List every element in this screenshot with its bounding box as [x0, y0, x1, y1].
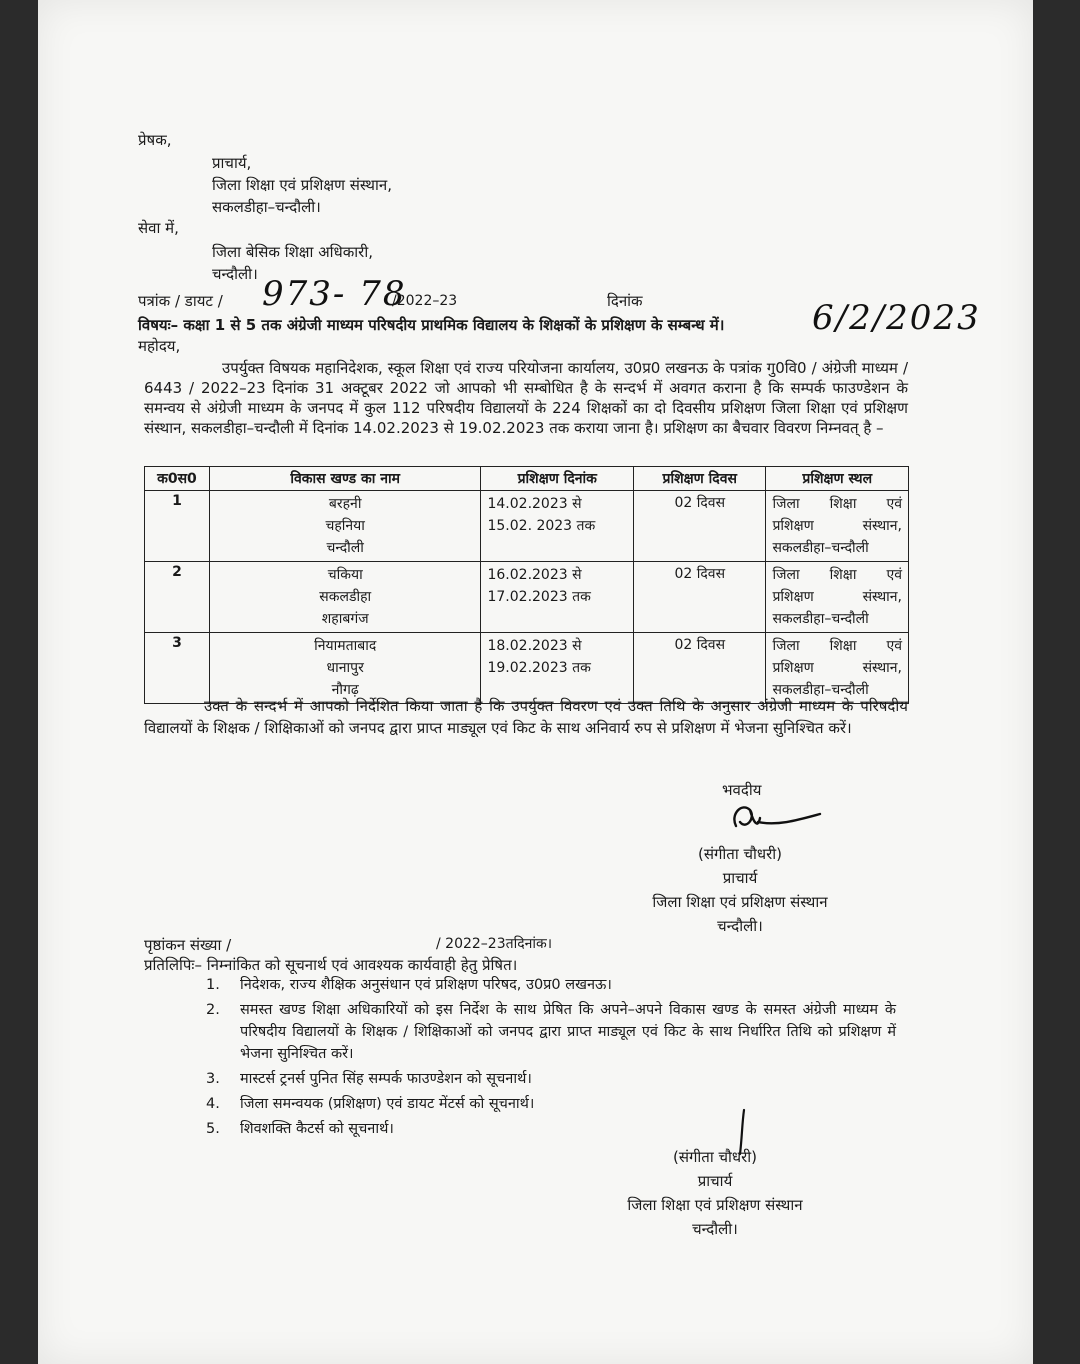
recipient-line-1: जिला बेसिक शिक्षा अधिकारी,	[212, 243, 373, 261]
signatory-org: जिला शिक्षा एवं प्रशिक्षण संस्थान	[652, 893, 828, 911]
list-item-text: निदेशक, राज्य शैक्षिक अनुसंधान एवं प्रशिक्षण परिषद, उ0प्र0 लखनऊ।	[240, 977, 612, 993]
table-header-row	[145, 467, 909, 491]
venue-line: सकलडीहा–चन्दौली	[772, 540, 869, 556]
signatory-org: जिला शिक्षा एवं प्रशिक्षण संस्थान	[627, 1196, 803, 1214]
recipient-line-2: चन्दौली।	[212, 265, 258, 283]
header-training-date: प्रशिक्षण दिनांक	[481, 467, 634, 491]
header-training-venue: प्रशिक्षण स्थल	[766, 467, 909, 491]
signature2-block	[615, 1145, 815, 1241]
row-serial: 1	[145, 491, 210, 562]
row-venue	[766, 633, 909, 704]
list-item	[206, 1093, 896, 1115]
block-name: नियामताबाद	[314, 638, 377, 654]
row-dates: 18.02.2023 से 19.02.2023 तक	[481, 633, 634, 704]
endorsement-number-label: पृष्ठांकन संख्या /	[144, 936, 232, 954]
signature1-block	[640, 842, 840, 938]
sender-label: प्रेषक,	[138, 131, 172, 149]
venue-line: प्रशिक्षण संस्थान,	[772, 660, 902, 676]
block-name: धानापुर	[326, 660, 364, 676]
list-item	[206, 1118, 896, 1140]
instruction-paragraph: उक्त के सन्दर्भ में आपको निर्देशित किया जाता है कि उपर्युक्त विवरण एवं उक्त तिथि के अनुसार अंग्रेजी माध्यम के परिषदीय विद्यालयों के शिक्षक / शिक्षिकाओं को जनपद द्वारा प्राप्त माड्यूल एवं किट के साथ अनिवार्य रुप से प्रशिक्षण में भेजना सुनिश्चित करें।	[144, 697, 908, 737]
training-schedule-table	[144, 466, 909, 704]
signatory-name: (संगीता चौधरी)	[697, 845, 783, 863]
date-label: दिनांक	[607, 292, 643, 310]
row-dates: 14.02.2023 से 15.02. 2023 तक	[481, 491, 634, 562]
block-name: चन्दौली	[326, 540, 364, 556]
block-name: शहाबगंज	[321, 611, 369, 627]
list-item-number: 2.	[206, 1002, 220, 1018]
list-item-number: 1.	[206, 977, 220, 993]
copy-intro: प्रतिलिपिः– निम्नांकित को सूचनार्थ एवं आवश्यक कार्यवाही हेतु प्रेषित।	[144, 956, 518, 974]
signatory-designation: प्राचार्य	[722, 869, 758, 887]
venue-line: जिला शिक्षा एवं	[772, 567, 902, 583]
signatory-name: (संगीता चौधरी)	[672, 1148, 758, 1166]
block-name: सकलडीहा	[319, 589, 372, 605]
list-item-text: मास्टर्स ट्रनर्स पुनित सिंह सम्पर्क फाउण्डेशन को सूचनार्थ।	[240, 1071, 532, 1087]
signatory-place: चन्दौली।	[717, 917, 763, 935]
row-days: 02 दिवस	[634, 562, 766, 633]
sender-line-2: जिला शिक्षा एवं प्रशिक्षण संस्थान,	[212, 176, 392, 194]
list-item-text: समस्त खण्ड शिक्षा अधिकारियों को इस निर्देश के साथ प्रेषित कि अपने–अपने विकास खण्ड के समस्त अंग्रेजी माध्यम के परिषदीय विद्यालयों के शिक्षक / शिक्षिकाओं को जनपद द्वारा प्राप्त माड्यूल एवं किट के साथ निर्धारित तिथि को प्रशिक्षण में भेजना सुनिश्चित करें।	[240, 1002, 896, 1062]
venue-line: प्रशिक्षण संस्थान,	[772, 589, 902, 605]
block-name: चकिया	[327, 567, 363, 583]
row-serial: 2	[145, 562, 210, 633]
sender-line-3: सकलडीहा–चन्दौली।	[212, 198, 321, 216]
header-serial: क0स0	[145, 467, 210, 491]
row-days: 02 दिवस	[634, 491, 766, 562]
venue-line: जिला शिक्षा एवं	[772, 638, 902, 654]
list-item	[206, 974, 896, 996]
list-item	[206, 999, 896, 1065]
body-paragraph: उपर्युक्त विषयक महानिदेशक, स्कूल शिक्षा एवं राज्य परियोजना कार्यालय, उ0प्र0 लखनऊ के पत्रांक गु0वि0 / अंग्रेजी माध्यम / 6443 / 2022–23 दिनांक 31 अक्टूबर 2022 जो आपको भी सम्बोधित है के सन्दर्भ में अवगत कराना है कि सम्पर्क फाउण्डेशन के समन्वय से अंग्रेजी माध्यम के जनपद में कुल 112 परिषदीय विद्यालयों के 224 शिक्षकों का दो दिवसीय प्रशिक्षण जिला शिक्षा एवं प्रशिक्षण संस्थान, सकलडीहा–चन्दौली में दिनांक 14.02.2023 से 19.02.2023 तक कराया जाना है। प्रशिक्षण का बैचवार विवरण निम्नवत् है –	[144, 359, 908, 437]
reference-suffix: /2022–23	[392, 293, 458, 309]
handwritten-letter-number: 973- 78	[262, 274, 407, 314]
venue-line: सकलडीहा–चन्दौली	[772, 682, 869, 698]
row-venue	[766, 491, 909, 562]
list-item-number: 5.	[206, 1121, 220, 1137]
list-item-text: शिवशक्ति कैटर्स को सूचनार्थ।	[240, 1121, 394, 1137]
table-row	[145, 562, 909, 633]
closing-text: भवदीय	[722, 781, 762, 799]
header-block-name: विकास खण्ड का नाम	[209, 467, 481, 491]
row-days: 02 दिवस	[634, 633, 766, 704]
block-name: नौगढ़	[331, 682, 359, 698]
reference-prefix: पत्रांक / डायट /	[138, 292, 223, 310]
row-blocks	[209, 633, 481, 704]
signatory-designation: प्राचार्य	[697, 1172, 733, 1190]
venue-line: प्रशिक्षण संस्थान,	[772, 518, 902, 534]
venue-line: जिला शिक्षा एवं	[772, 496, 902, 512]
sender-line-1: प्राचार्य,	[212, 154, 252, 172]
row-blocks	[209, 491, 481, 562]
salutation: महोदय,	[138, 337, 181, 355]
header-training-days: प्रशिक्षण दिवस	[634, 467, 766, 491]
row-dates: 16.02.2023 से 17.02.2023 तक	[481, 562, 634, 633]
subject-line: विषयः– कक्षा 1 से 5 तक अंग्रेजी माध्यम परिषदीय प्राथमिक विद्यालय के शिक्षकों के प्रशिक्षण के सम्बन्ध में।	[138, 316, 725, 334]
list-item	[206, 1068, 896, 1090]
table-row	[145, 491, 909, 562]
list-item-text: जिला समन्वयक (प्रशिक्षण) एवं डायट मेंटर्स को सूचनार्थ।	[240, 1096, 535, 1112]
venue-line: सकलडीहा–चन्दौली	[772, 611, 869, 627]
handwritten-date: 6/2/2023	[812, 298, 981, 338]
list-item-number: 4.	[206, 1096, 220, 1112]
signatory-place: चन्दौली।	[692, 1220, 738, 1238]
signature-mark-icon	[728, 796, 824, 844]
block-name: बरहनी	[328, 496, 362, 512]
row-blocks	[209, 562, 481, 633]
row-venue	[766, 562, 909, 633]
recipient-label: सेवा में,	[138, 219, 179, 237]
table-row	[145, 633, 909, 704]
row-serial: 3	[145, 633, 210, 704]
block-name: चहनिया	[325, 518, 365, 534]
list-item-number: 3.	[206, 1071, 220, 1087]
endorsement-number-suffix: / 2022–23तदिनांक।	[436, 936, 553, 952]
copy-list	[206, 974, 896, 1143]
